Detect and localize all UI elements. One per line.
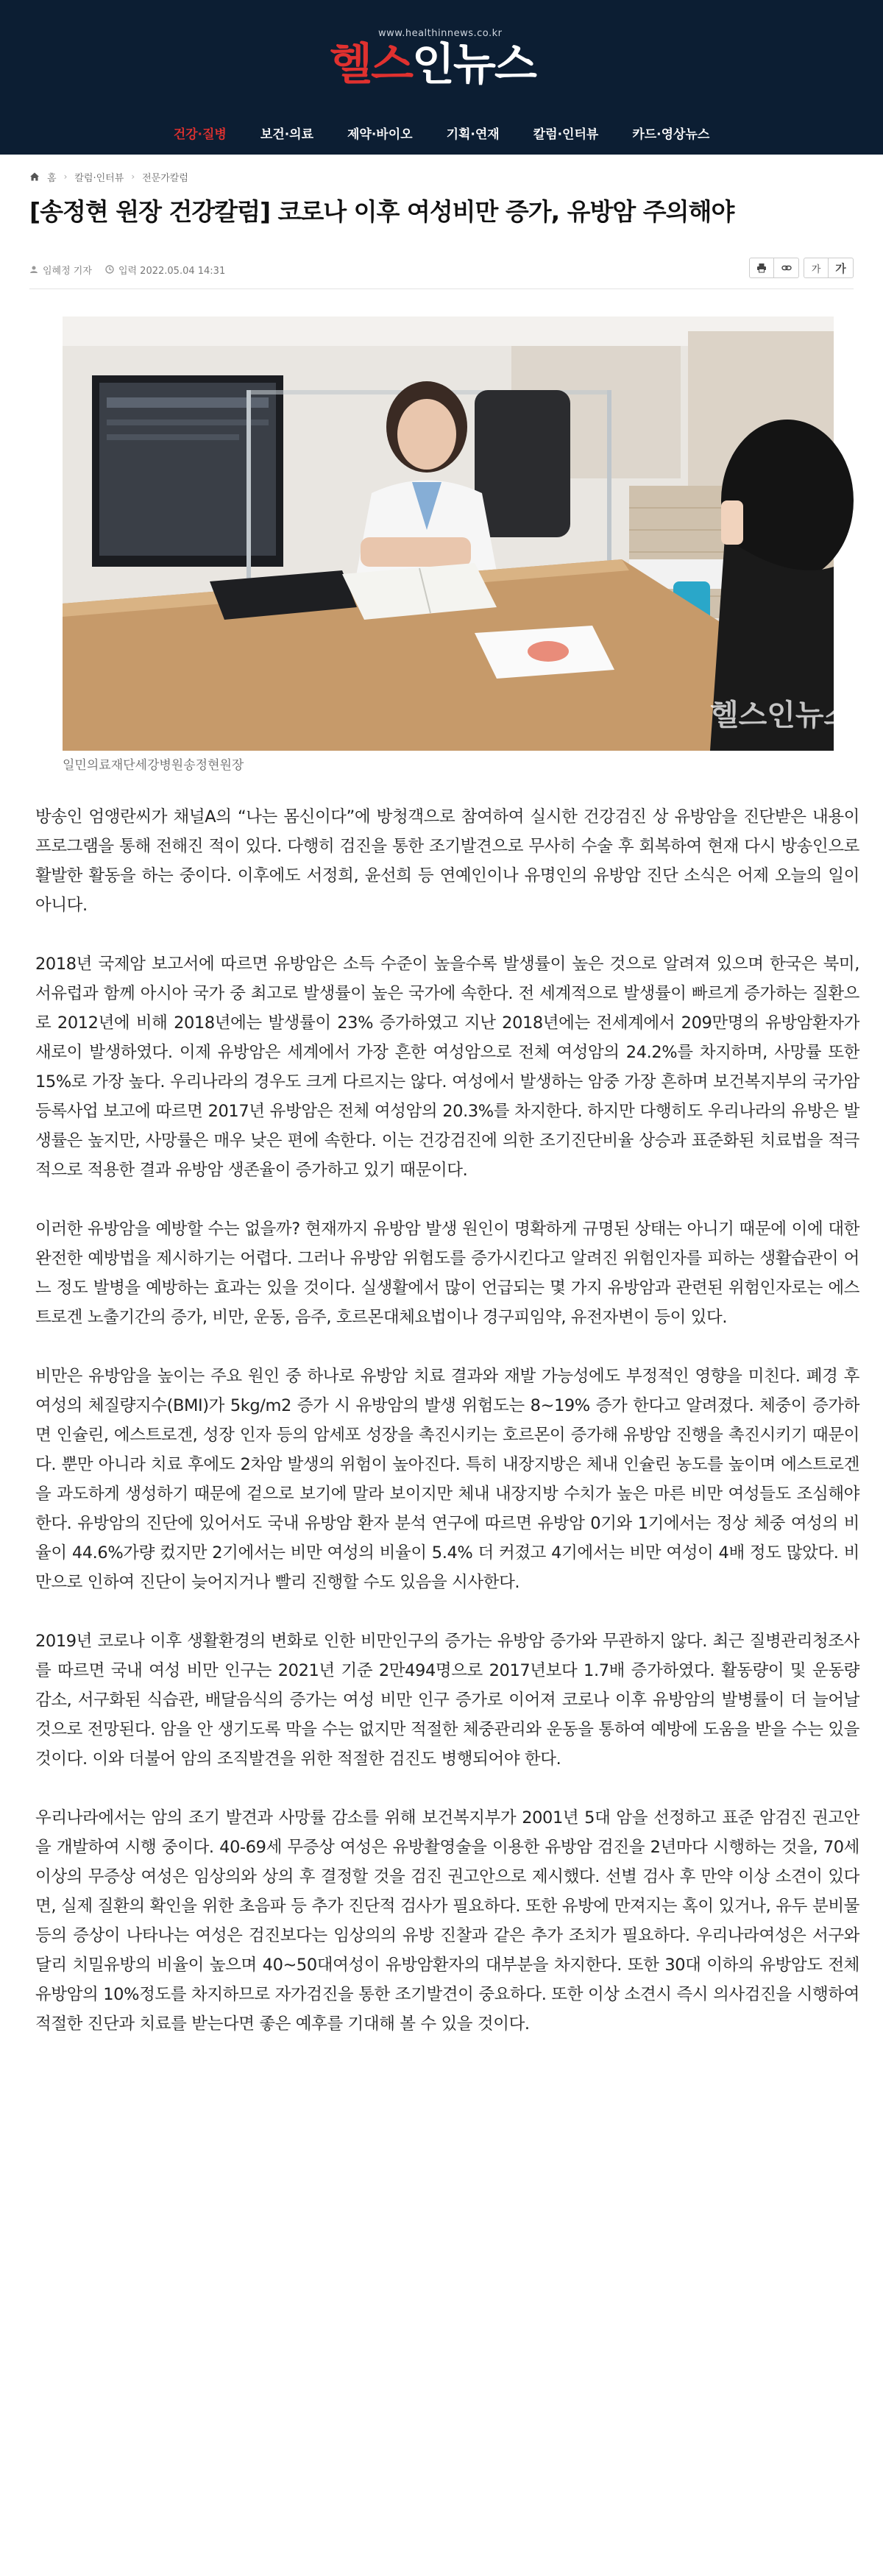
print-button[interactable] [749,258,774,278]
breadcrumb-level2[interactable]: 전문가칼럼 [142,172,188,184]
article-paragraph: 방송인 엄앵란씨가 채널A의 “나는 몸신이다”에 방청객으로 참여하여 실시한 건강검진 상 유방암을 진단받은 내용이 프로그램을 통해 전해진 적이 있다. 다행히 검진을 통한 조기발견으로 무사히 수술 후 회복하여 현재 다시 방송인으로 활발한 활동을 하는 중이다. 이후에도 서정희, 윤선희 등 연예인이나 유명인의 유방암 진단 소식은 어제 오늘의 일이 아니다. [35,807,859,915]
photo-caption: 일민의료재단세강병원송정현원장 [63,758,244,773]
date-meta [105,263,225,277]
site-logo[interactable] [330,22,553,91]
logo-white: 인뉴스 [411,39,536,91]
font-larger-button[interactable]: 가 [829,258,854,278]
doctor-office-illustration [63,316,853,751]
breadcrumb-level1[interactable]: 칼럼·인터뷰 [74,172,124,184]
link-icon [781,263,792,273]
article-meta [29,259,225,280]
article-paragraph: 우리나라에서는 암의 조기 발견과 사망률 감소를 위해 보건복지부가 2001년 5대 암을 선정하고 표준 암검진 권고안을 개발하여 시행 중이다. 40-69세 무증상 여성은 유방촬영술을 이용한 유방암 검진을 2년마다 시행하는 것을, 70세 이상의 무증상 여성은 임상의와 상의 후 결정할 것을 검진 권고안으로 제시했다. 선별 검사 후 만약 이상 소견이 있다면, 실제 질환의 확인을 위한 초음파 등 추가 진단적 검사가 필요하다. 또한 유방에 만져지는 혹이 있거나, 유두 분비물 등의 증상이 나타나는 여성은 검진보다는 임상의의 유방 진찰과 같은 추가 조치가 필요하다. 우리나라여성은 서구와 달리 치밀유방의 비율이 높으며 40~50대여성이 유방암환자의 대부분을 차지한다. 또한 30대 이하의 유방암도 전체 유방암의 10%정도를 차지하므로 자가검진을 통한 조기발견이 중요하다. 또한 이상 소견시 즉시 의사검진을 시행하여 적절한 진단과 치료를 받는다면 좋은 예후를 기대해 볼 수 있을 것이다. [35,1808,859,2034]
article-paragraph: 2019년 코로나 이후 생활환경의 변화로 인한 비만인구의 증가는 유방암 증가와 무관하지 않다. 최근 질병관리청조사를 따르면 국내 여성 비만 인구는 2021년 기준 2만494명으로 2017년보다 1.7배 증가하였다. 활동량이 및 운동량 감소, 서구화된 식습관, 배달음식의 증가는 여성 비만 인구 증가로 이어져 코로나 이후 유방암의 발병률이 더 늘어날 것으로 전망된다. 암을 안 생기도록 막을 수는 없지만 적절한 체중관리와 운동을 통하여 예방에 도움을 받을 수는 있을 것이다. 이와 더불어 암의 조직발견을 위한 적절한 검진도 병행되어야 한다. [35,1632,859,1769]
article-title: [송정현 원장 건강칼럼] 코로나 이후 여성비만 증가, 유방암 주의해야 [29,197,734,226]
logo-text [330,39,536,91]
article-body [35,802,859,2068]
chevron-right-icon: › [131,171,135,182]
author-name[interactable]: 임혜정 기자 [43,265,92,277]
publish-date: 입력 2022.05.04 14:31 [118,265,226,277]
photo-watermark: 헬스인뉴스 [710,698,853,732]
clock-icon [105,265,114,274]
font-smaller-button[interactable]: 가 [804,258,829,278]
chevron-right-icon: › [63,171,68,182]
article-tools [749,258,854,278]
nav-item-medical[interactable]: 보건·의료 [260,127,313,142]
home-icon[interactable] [29,171,40,182]
nav-item-feature[interactable]: 기획·연재 [446,127,500,142]
nav-item-pharma[interactable]: 제약·바이오 [347,127,413,142]
nav-item-column[interactable]: 칼럼·인터뷰 [533,127,599,142]
nav-item-health[interactable]: 건강·질병 [173,127,227,142]
share-tools [749,258,799,278]
nav-item-card-video[interactable]: 카드·영상뉴스 [632,127,710,142]
site-header [0,0,883,155]
copy-link-button[interactable] [774,258,799,278]
article-photo [63,316,853,751]
author-meta [29,263,92,277]
article-paragraph: 2018년 국제암 보고서에 따르면 유방암은 소득 수준이 높을수록 발생률이 높은 것으로 알려져 있으며 한국은 북미, 서유럽과 함께 아시아 국가 중 최고로 발생률이 높은 국가에 속한다. 전 세계적으로 발생률이 빠르게 증가하는 질환으로 2012년에 비해 2018년에는 발생률이 23% 증가하였고 지난 2018년에는 전세계에서 209만명의 유방암환자가 새로이 발생하였다. 이제 유방암은 세계에서 가장 흔한 여성암으로 전체 여성암의 24.2%를 차지하며, 사망률 또한 15%로 가장 높다. 우리나라의 경우도 크게 다르지는 않다. 여성에서 발생하는 암중 가장 흔하며 보건복지부의 국가암등록사업 보고에 따르면 2017년 유방암은 전체 여성암의 20.3%를 차지한다. 하지만 다행히도 우리나라의 유방은 발생률은 높지만, 사망률은 매우 낮은 편에 속한다. 이는 건강검진에 의한 조기진단비율 상승과 표준화된 치료법을 적극적으로 적용한 결과 유방암 생존율이 증가하고 있기 때문이다. [35,955,859,1180]
breadcrumb [29,168,188,185]
article-paragraph: 비만은 유방암을 높이는 주요 원인 중 하나로 유방암 치료 결과와 재발 가능성에도 부정적인 영향을 미친다. 폐경 후 여성의 체질량지수(BMI)가 5kg/m2 증가 시 유방암의 발생 위험도는 8~19% 증가 한다고 알려졌다. 체중이 증가하면 인슐린, 에스트로겐, 성장 인자 등의 암세포 성장을 촉진시키는 호르몬이 증가해 유방암 진행을 촉진시키기 때문이다. 뿐만 아니라 치료 후에도 2차암 발생의 위험이 높아진다. 특히 내장지방은 체내 인슐린 농도를 높이며 에스트로겐을 과도하게 생성하기 때문에 겉으로 보기에 말라 보이지만 체내 내장지방 수치가 높은 마른 비만 여성들도 조심해야 한다. 유방암의 진단에 있어서도 국내 유방암 환자 분석 연구에 따르면 유방암 0기와 1기에서는 정상 체중 여성의 비율이 44.6%가량 컸지만 2기에서는 비만 여성의 비율이 5.4% 더 커졌고 4기에서는 비만 여성이 4배 정도 많았다. 비만으로 인하여 진단이 늦어지거나 빨리 진행할 수도 있음을 시사한다. [35,1367,859,1592]
breadcrumb-home[interactable]: 홈 [47,172,57,184]
main-nav [0,110,883,155]
logo-red: 헬스 [330,39,412,91]
font-size-tools [804,258,854,278]
article-paragraph: 이러한 유방암을 예방할 수는 없을까? 현재까지 유방암 발생 원인이 명확하게 규명된 상태는 아니기 때문에 이에 대한 완전한 예방법을 제시하기는 어렵다. 그러나 유방암 위험도를 증가시킨다고 알려진 위험인자를 피하는 생활습관이 어느 정도 발병을 예방하는 효과는 있을 것이다. 실생활에서 많이 언급되는 몇 가지 유방암과 관련된 위험인자로는 에스트로겐 노출기간의 증가, 비만, 운동, 음주, 호르몬대체요법이나 경구피임약, 유전자변이 등이 있다. [35,1220,859,1327]
user-icon [29,265,38,274]
site-url: www.healthinnews.co.kr [378,28,503,39]
print-icon [756,263,767,273]
